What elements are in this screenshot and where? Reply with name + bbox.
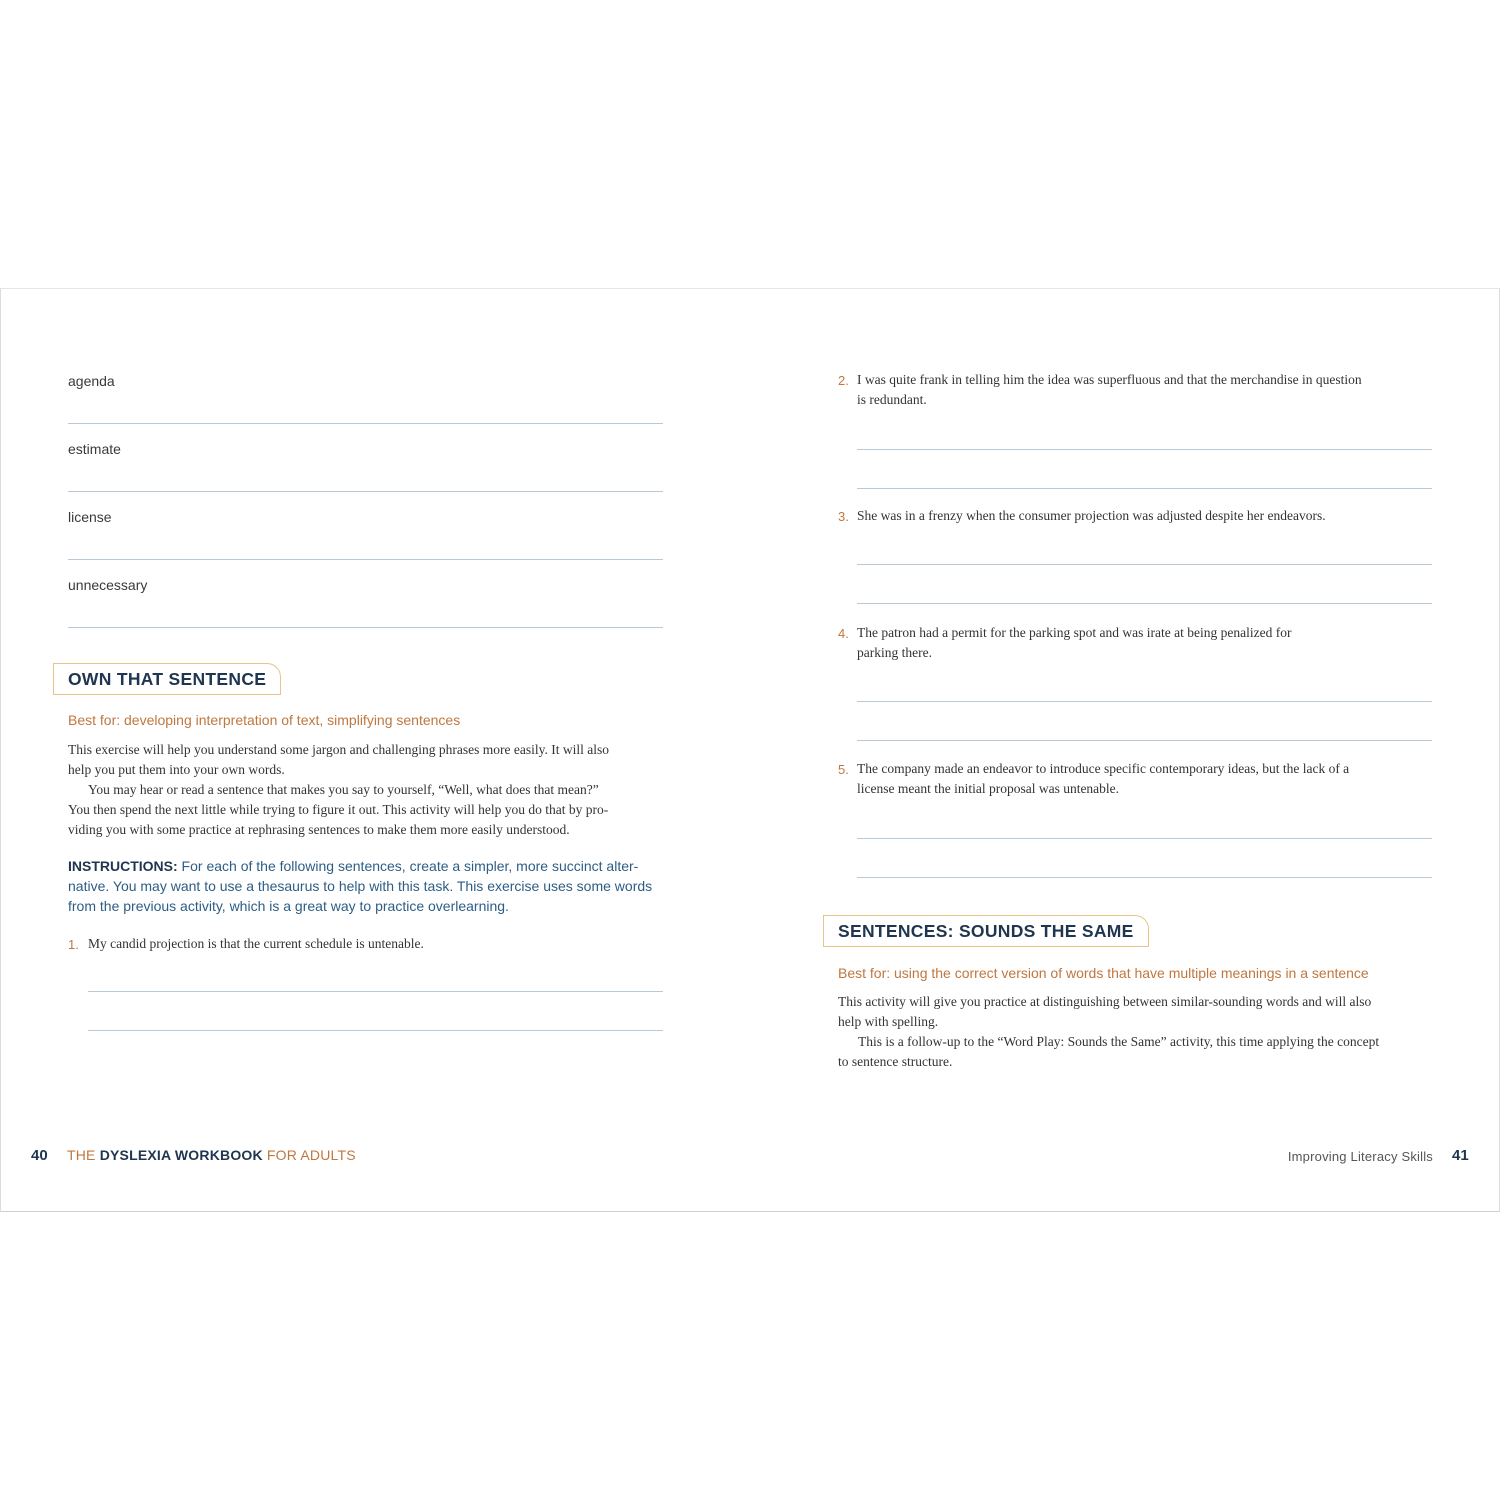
footer-title-main: DYSLEXIA WORKBOOK: [99, 1147, 263, 1163]
item-number: 4.: [838, 626, 849, 641]
vocab-word: estimate: [68, 441, 121, 457]
item-sentence: [857, 623, 1447, 663]
intro-paragraph: [838, 992, 1438, 1072]
answer-line[interactable]: [857, 603, 1432, 604]
vocab-word: license: [68, 509, 112, 525]
footer-title-for: FOR ADULTS: [266, 1147, 356, 1163]
answer-line[interactable]: [88, 991, 663, 992]
item-sentence: [857, 759, 1447, 799]
sentence-line: license meant the initial proposal was untenable.: [857, 781, 1120, 796]
best-for-note: Best for: using the correct version of words that have multiple meanings in a sentence: [838, 965, 1369, 981]
answer-line[interactable]: [857, 701, 1432, 702]
answer-line[interactable]: [857, 877, 1432, 878]
answer-line[interactable]: [68, 559, 663, 560]
footer-title-the: THE: [67, 1147, 96, 1163]
instructions-label: INSTRUCTIONS:: [68, 858, 178, 874]
sentence-line: parking there.: [857, 645, 932, 660]
answer-line[interactable]: [88, 1030, 663, 1031]
sentence-line: I was quite frank in telling him the idea was superfluous and that the merchandise in question: [857, 372, 1362, 387]
book-spread: [0, 288, 1500, 1212]
instructions-line: For each of the following sentences, create a simpler, more succinct alter-: [177, 858, 639, 874]
intro-line: help you put them into your own words.: [68, 762, 285, 777]
sentence-line: The patron had a permit for the parking spot and was irate at being penalized for: [857, 625, 1292, 640]
instructions: [68, 856, 668, 916]
answer-line[interactable]: [68, 491, 663, 492]
answer-line[interactable]: [857, 488, 1432, 489]
answer-line[interactable]: [857, 564, 1432, 565]
answer-line[interactable]: [68, 423, 663, 424]
vocab-word: unnecessary: [68, 577, 148, 593]
intro-line: viding you with some practice at rephrasing sentences to make them more easily understood.: [68, 822, 570, 837]
item-sentence: [857, 506, 1447, 526]
answer-line[interactable]: [857, 838, 1432, 839]
vocab-word: agenda: [68, 373, 115, 389]
book-title-footer: [67, 1147, 356, 1163]
item-number: 2.: [838, 373, 849, 388]
item-number: 5.: [838, 762, 849, 777]
best-for-note: Best for: developing interpretation of text, simplifying sentences: [68, 712, 461, 728]
item-number: 3.: [838, 509, 849, 524]
section-heading: OWN THAT SENTENCE: [53, 663, 281, 695]
intro-line: This exercise will help you understand some jargon and challenging phrases more easily. It will also: [68, 742, 609, 757]
section-title-footer: Improving Literacy Skills: [1287, 1149, 1433, 1164]
answer-line[interactable]: [857, 449, 1432, 450]
item-sentence: [857, 370, 1447, 410]
sentence-line: The company made an endeavor to introduce specific contemporary ideas, but the lack of a: [857, 761, 1350, 776]
intro-line: This is a follow-up to the “Word Play: Sounds the Same” activity, this time applying the concept: [858, 1034, 1380, 1049]
intro-paragraph: [68, 740, 668, 840]
intro-line: This activity will give you practice at distinguishing between similar-sounding words and will also: [838, 994, 1372, 1009]
intro-line: to sentence structure.: [838, 1054, 953, 1069]
page-number-left: 40: [31, 1147, 48, 1164]
answer-line[interactable]: [857, 740, 1432, 741]
sentence-line: She was in a frenzy when the consumer projection was adjusted despite her endeavors.: [857, 508, 1326, 523]
section-heading: SENTENCES: SOUNDS THE SAME: [823, 915, 1149, 947]
sentence-line: is redundant.: [857, 392, 927, 407]
intro-line: help with spelling.: [838, 1014, 939, 1029]
instructions-line: native. You may want to use a thesaurus to help with this task. This exercise uses some words: [68, 878, 653, 894]
instructions-line: from the previous activity, which is a great way to practice overlearning.: [68, 898, 509, 914]
item-number: 1.: [68, 937, 79, 952]
answer-line[interactable]: [68, 627, 663, 628]
page-number-right: 41: [1452, 1147, 1469, 1164]
intro-line: You may hear or read a sentence that makes you say to yourself, “Well, what does that mean?”: [88, 782, 599, 797]
item-sentence: My candid projection is that the current schedule is untenable.: [88, 936, 424, 951]
intro-line: You then spend the next little while trying to figure it out. This activity will help you do that by pro-: [68, 802, 609, 817]
